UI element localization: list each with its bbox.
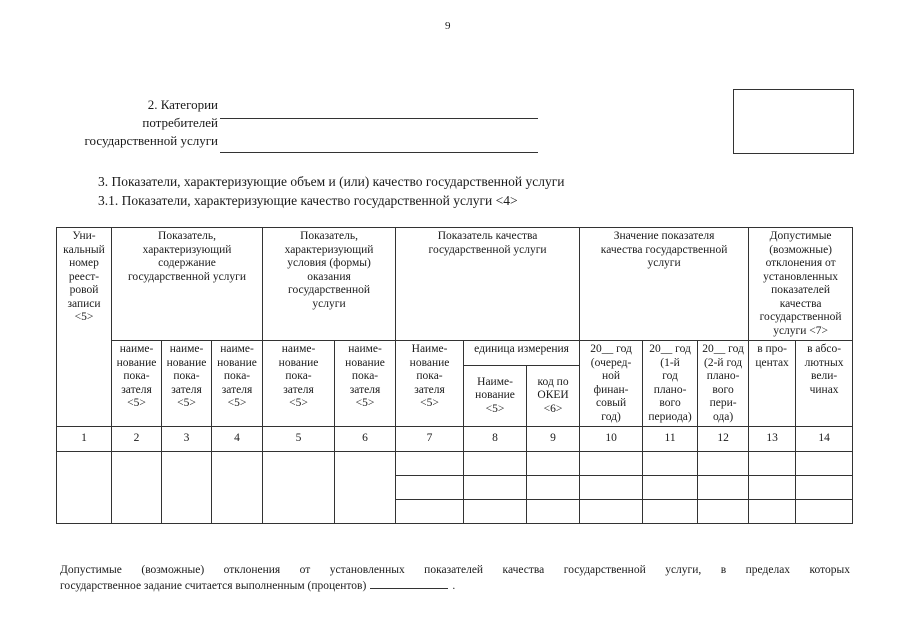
table-header-row-2: [57, 341, 853, 366]
table-cell[interactable]: [263, 452, 335, 524]
table-cell[interactable]: [749, 500, 796, 524]
column-number: 4: [212, 427, 263, 452]
footer-period: .: [452, 580, 456, 592]
column-number: 1: [57, 427, 112, 452]
table-cell[interactable]: [396, 500, 464, 524]
table-cell[interactable]: [749, 452, 796, 476]
header-col-13: в про- центах: [749, 341, 796, 427]
header-conditions-indicator: Показатель, характеризующий условия (формы) оказания государственной услуги: [263, 228, 396, 341]
header-col-14: в абсо- лютных вели- чинах: [796, 341, 853, 427]
footer-line-1: Допустимые (возможные) отклонения от установленных показателей качества государственной услуги, в пределах которых: [60, 564, 850, 576]
header-registry-number: Уни- кальный номер реест- ровой записи <5>: [57, 228, 112, 427]
table-cell[interactable]: [396, 452, 464, 476]
header-col-10: 20__ год (очеред- ной финан- совый год): [580, 341, 643, 427]
header-col-3: наиме- нование пока- зателя <5>: [162, 341, 212, 427]
table-cell[interactable]: [698, 500, 749, 524]
table-cell[interactable]: [580, 476, 643, 500]
header-col-4: наиме- нование пока- зателя <5>: [212, 341, 263, 427]
header-indicator-value: Значение показателя качества государственной услуги: [580, 228, 749, 341]
table-header-row-1: [57, 228, 853, 341]
column-number: 8: [464, 427, 527, 452]
header-col-5: наиме- нование пока- зателя <5>: [263, 341, 335, 427]
header-col-7: Наиме- нование пока- зателя <5>: [396, 341, 464, 427]
category-line-3: государственной услуги: [84, 133, 218, 148]
table-cell[interactable]: [643, 452, 698, 476]
category-fill-line-2[interactable]: [220, 152, 538, 153]
footer-line-2: [60, 578, 850, 594]
section-3-1-heading: 3.1. Показатели, характеризующие качество государственной услуги <4>: [98, 193, 518, 208]
allowed-deviation-note: [60, 562, 850, 594]
column-number: 5: [263, 427, 335, 452]
column-number-row: [57, 427, 853, 452]
table-row: [57, 452, 853, 476]
footer-line-2-text: государственное задание считается выполненным (процентов): [60, 580, 367, 592]
category-code-box[interactable]: [733, 89, 854, 154]
table-cell[interactable]: [527, 476, 580, 500]
header-content-indicator: Показатель, характеризующий содержание государственной услуги: [112, 228, 263, 341]
table-cell[interactable]: [464, 476, 527, 500]
category-line-2: потребителей: [142, 115, 218, 130]
header-col-12: 20__ год (2-й год плано- вого пери- ода): [698, 341, 749, 427]
table-cell[interactable]: [796, 476, 853, 500]
column-number: 13: [749, 427, 796, 452]
table-cell[interactable]: [643, 476, 698, 500]
header-quality-indicator: Показатель качества государственной услуги: [396, 228, 580, 341]
table-cell[interactable]: [749, 476, 796, 500]
column-number: 9: [527, 427, 580, 452]
table-cell[interactable]: [796, 500, 853, 524]
column-number: 6: [335, 427, 396, 452]
table-cell[interactable]: [212, 452, 263, 524]
table-cell[interactable]: [464, 500, 527, 524]
page-number: 9: [445, 20, 451, 32]
table-cell[interactable]: [335, 452, 396, 524]
table-cell[interactable]: [580, 452, 643, 476]
table-cell[interactable]: [162, 452, 212, 524]
table-cell[interactable]: [396, 476, 464, 500]
table-cell[interactable]: [527, 452, 580, 476]
table-cell[interactable]: [796, 452, 853, 476]
column-number: 2: [112, 427, 162, 452]
header-col-6: наиме- нование пока- зателя <5>: [335, 341, 396, 427]
table-cell[interactable]: [112, 452, 162, 524]
consumer-category-label: [60, 96, 218, 150]
category-fill-line-1[interactable]: [220, 118, 538, 119]
section-3-heading: 3. Показатели, характеризующие объем и (или) качество государственной услуги: [98, 174, 565, 189]
quality-indicators-table: [56, 227, 853, 524]
table-cell[interactable]: [698, 452, 749, 476]
header-allowed-deviation: Допустимые (возможные) отклонения от установленных показателей качества государственной услуги <7>: [749, 228, 853, 341]
column-number: 10: [580, 427, 643, 452]
header-unit-of-measure: единица измерения: [464, 341, 580, 366]
table-cell[interactable]: [464, 452, 527, 476]
table-cell[interactable]: [57, 452, 112, 524]
table-cell[interactable]: [527, 500, 580, 524]
header-col-2: наиме- нование пока- зателя <5>: [112, 341, 162, 427]
table-cell[interactable]: [698, 476, 749, 500]
table-cell[interactable]: [643, 500, 698, 524]
header-col-8: Наиме- нование <5>: [464, 365, 527, 426]
header-col-11: 20__ год (1-й год плано- вого периода): [643, 341, 698, 427]
column-number: 11: [643, 427, 698, 452]
table-cell[interactable]: [580, 500, 643, 524]
column-number: 7: [396, 427, 464, 452]
column-number: 12: [698, 427, 749, 452]
header-col-9: код по ОКЕИ <6>: [527, 365, 580, 426]
column-number: 3: [162, 427, 212, 452]
category-line-1: 2. Категории: [147, 97, 218, 112]
column-number: 14: [796, 427, 853, 452]
percent-blank-field[interactable]: [370, 588, 448, 589]
